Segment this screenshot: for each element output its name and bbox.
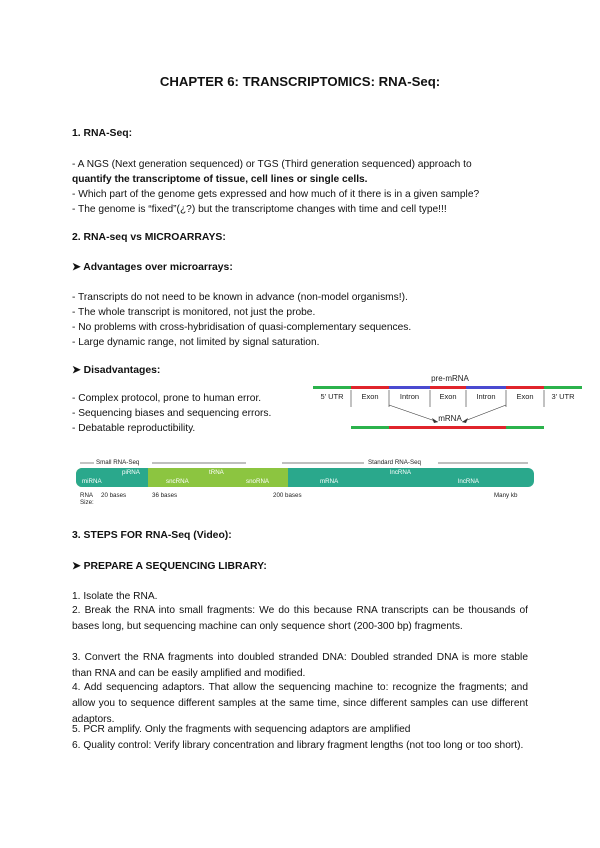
advantage-item: - The whole transcript is monitored, not just the probe. [72, 307, 316, 318]
step-1: 1. Isolate the RNA. [72, 591, 158, 602]
section-2-heading: 2. RNA-seq vs MICROARRAYS: [72, 232, 226, 243]
small-rnaseq-label: Small RNA-Seq [96, 459, 140, 466]
rna-size-label: RNA Size: [80, 492, 94, 506]
tick-20-bases: 20 bases [101, 492, 127, 499]
step-3: 3. Convert the RNA fragments into doubled stranded DNA: Doubled stranded DNA is more stable than RNA and can be easily amplified and modified. [72, 652, 528, 679]
disadvantage-item: - Debatable reproductibility. [72, 423, 196, 434]
step-4: 4. Add sequencing adaptors. That allow the sequencing machine to: recognize the fragments; and allow you to sequence different samples at the same time, since different samples can use different adaptors. [72, 682, 528, 725]
disadvantage-item: - Complex protocol, prone to human error. [72, 393, 262, 404]
mrna-utr5-segment [351, 426, 389, 429]
sncrna-label: sncRNA [166, 478, 189, 485]
trna-label: tRNA [209, 469, 224, 476]
mrna-utr3-segment [506, 426, 544, 429]
intron-label: Intron [399, 392, 420, 401]
advantages-heading: ➤ Advantages over microarrays: [72, 262, 233, 273]
mirna-label: miRNA [82, 478, 102, 485]
section-3-heading: 3. STEPS FOR RNA-Seq (Video): [72, 530, 232, 541]
splicing-diagram [310, 372, 590, 438]
exon-label: Exon [361, 392, 379, 401]
tick-200-bases: 200 bases [273, 492, 302, 499]
snorna-label: snoRNA [246, 478, 270, 485]
lncrna-label: lncRNA [390, 469, 411, 476]
s1-line-1: - A NGS (Next generation sequenced) or TGS (Third generation sequenced) approach to [72, 159, 472, 170]
step-6: 6. Quality control: Verify library concentration and library fragment lengths (not too long or too short). [72, 740, 524, 751]
tick-36-bases: 36 bases [152, 492, 178, 499]
pirna-label: piRNA [122, 469, 140, 476]
premrna-label: pre-mRNA [431, 374, 469, 383]
utr5-label: 5' UTR [320, 392, 344, 401]
advantage-item: - Transcripts do not need to be known in advance (non-model organisms!). [72, 292, 408, 303]
standard-rnaseq-label: Standard RNA-Seq [368, 459, 421, 466]
mrna-exon-segment [389, 426, 428, 429]
library-prep-heading: ➤ PREPARE A SEQUENCING LIBRARY: [72, 561, 267, 572]
step-2: 2. Break the RNA into small fragments: We do this because RNA transcripts can be thousands of bases long, but sequencing machine can only sequence short (200-300 bp) fragments. [72, 605, 528, 632]
disadvantages-heading: ➤ Disadvantages: [72, 365, 161, 376]
lncrna-label: lncRNA [458, 478, 479, 485]
mrna-label: mRNA [438, 414, 462, 423]
section-1-heading: 1. RNA-Seq: [72, 128, 133, 139]
advantage-item: - No problems with cross-hybridisation of quasi-complementary sequences. [72, 322, 412, 333]
mrna-exon-segment [428, 426, 467, 429]
s1-line-4: - The genome is “fixed”(¿?) but the transcriptome changes with time and cell type!!! [72, 204, 447, 215]
intron-label: Intron [476, 392, 496, 401]
advantage-item: - Large dynamic range, not limited by signal saturation. [72, 337, 320, 348]
page-title: CHAPTER 6: TRANSCRIPTOMICS: RNA-Seq: [159, 74, 441, 89]
mrna-bar-label: mRNA [320, 478, 339, 485]
utr3-label: 3' UTR [551, 392, 575, 401]
mrna-exon-segment [467, 426, 506, 429]
step-5: 5. PCR amplify. Only the fragments with sequencing adaptors are amplified [72, 724, 411, 735]
tick-many-kb: Many kb [494, 492, 518, 499]
s1-line-3: - Which part of the genome gets expressed and how much of it there is in a given sample? [72, 189, 480, 200]
s1-line-2: quantify the transcriptome of tissue, cell lines or single cells. [72, 174, 368, 185]
exon-label: Exon [516, 392, 534, 401]
exon-label: Exon [439, 392, 457, 401]
rna-size-figure [76, 456, 536, 508]
disadvantage-item: - Sequencing biases and sequencing errors. [72, 408, 272, 419]
